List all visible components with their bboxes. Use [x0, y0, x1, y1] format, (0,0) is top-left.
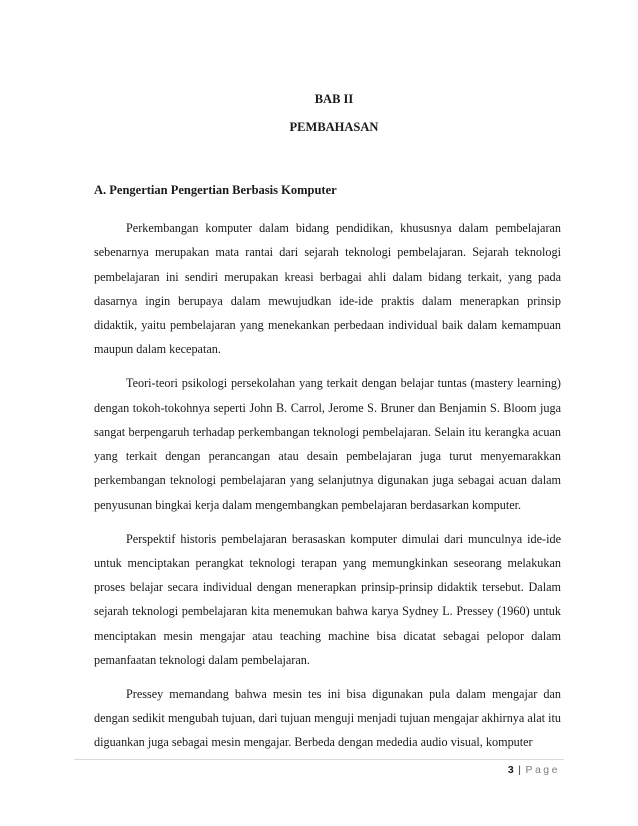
- paragraph-1: Perkembangan komputer dalam bidang pendidikan, khususnya dalam pembelajaran sebenarnya merupakan mata rantai dari sejarah teknologi pembelajaran. Sejarah teknologi pembelajaran ini sendiri merupakan kreasi berbagai ahli dalam bidang terkait, yang pada dasarnya ingin berupaya dalam mewujudkan ide-ide praktis dalam menerapkan prinsip didaktik, yaitu pembelajaran yang menekankan perbedaan individual baik dalam kemampuan maupun dalam kecepatan.: [94, 221, 561, 357]
- paragraph-2: Teori-teori psikologi persekolahan yang terkait dengan belajar tuntas (mastery learning) dengan tokoh-tokohnya seperti John B. Carrol, Jerome S. Bruner dan Benjamin S. Bloom juga sangat berpengaruh terhadap perkembangan teknologi pembelajaran. Selain itu kerangka acuan yang terkait dengan perancangan atau desain pembelajaran juga turut menyemarakkan perkembangan teknologi pembelajaran yang selanjutnya digunakan juga sebagai acuan dalam penyusunan bingkai kerja dalam mengembangkan pembelajaran berdasarkan komputer.: [94, 376, 561, 512]
- page-number: 3: [507, 764, 515, 776]
- section-heading: A. Pengertian Pengertian Berbasis Komputer: [94, 183, 337, 197]
- chapter-title: PEMBAHASAN: [289, 120, 379, 134]
- paragraph-3: Perspektif historis pembelajaran berasaskan komputer dimulai dari munculnya ide-ide untuk menciptakan perangkat teknologi terapan yang memungkinkan seseorang melakukan proses belajar secara individual dengan menerapkan prinsip-prinsip didaktik tersebut. Dalam sejarah teknologi pembelajaran kita menemukan bahwa karya Sydney L. Pressey (1960) untuk menciptakan mesin mengajar atau teaching machine bisa dicatat sebagai pelopor dalam pemanfaatan teknologi dalam pembelajaran.: [94, 531, 561, 668]
- paragraph-4: Pressey memandang bahwa mesin tes ini bisa digunakan pula dalam mengajar dan dengan sedikit mengubah tujuan, dari tujuan menguji menjadi tujuan mengajar akhirnya alat itu diguankan juga sebagai mesin mengajar. Berbeda dengan mededia audio visual, komputer: [94, 686, 561, 750]
- chapter-label: BAB II: [314, 92, 354, 106]
- page-footer: [508, 764, 560, 776]
- footer-separator: |: [518, 764, 522, 776]
- page-word: Page: [525, 764, 560, 776]
- footer-divider: [74, 759, 564, 760]
- body-text: [94, 216, 561, 764]
